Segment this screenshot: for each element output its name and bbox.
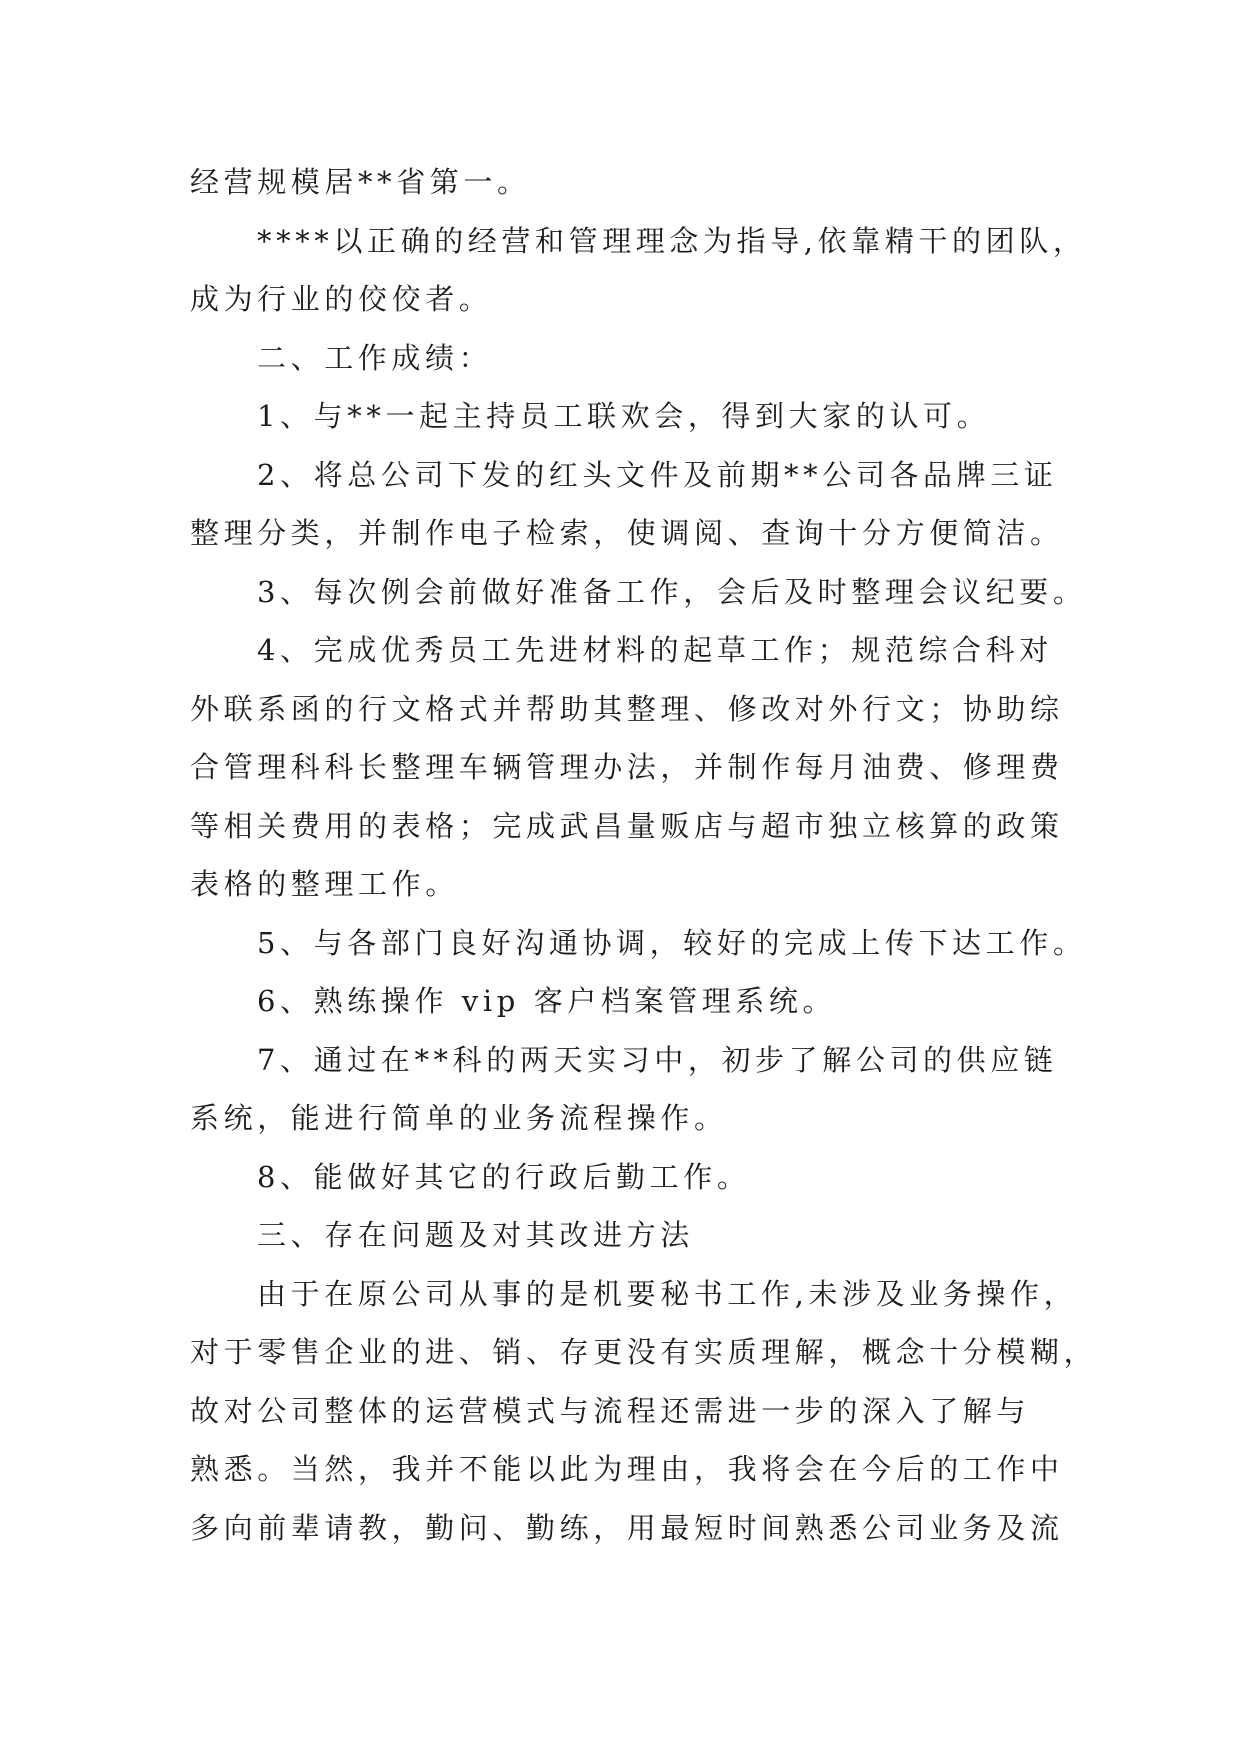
text-line: 3、每次例会前做好准备工作，会后及时整理会议纪要。: [257, 574, 1087, 609]
achievement-item-6: [190, 972, 1150, 1031]
text-line: 成为行业的佼佼者。: [190, 282, 493, 316]
text-line: 2、将总公司下发的红头文件及前期**公司各品牌三证: [257, 457, 1058, 492]
achievement-item-3: [190, 563, 1150, 622]
text-line: 8、能做好其它的行政后勤工作。: [257, 1159, 751, 1194]
text-line: 4、完成优秀员工先进材料的起草工作；规范综合科对: [257, 633, 1053, 667]
text-line: 系统，能进行简单的业务流程操作。: [190, 1101, 728, 1135]
text-line: ****以正确的经营和管理理念为指导,依靠精干的团队，: [257, 223, 1087, 258]
achievement-item-1: [190, 387, 1150, 446]
text-line: 合管理科科长整理车辆管理办法，并制作每月油费、修理费: [190, 750, 1064, 784]
document-page: [190, 153, 1150, 1557]
section-heading-achievements: [190, 329, 1150, 388]
heading-text: 二、工作成绩：: [257, 340, 493, 375]
text-line: 1、与**一起主持员工联欢会，得到大家的认可。: [257, 399, 991, 433]
intro-paragraph: [190, 212, 1150, 329]
achievement-item-8: [190, 1148, 1150, 1207]
problems-paragraph: [190, 1265, 1150, 1558]
text-line: 5、与各部门良好沟通协调，较好的完成上传下达工作。: [257, 925, 1087, 960]
heading-text: 三、存在问题及对其改进方法: [257, 1218, 694, 1252]
achievement-item-5: [190, 914, 1150, 973]
text-line: 多向前辈请教，勤问、勤练，用最短时间熟悉公司业务及流: [190, 1510, 1064, 1545]
text-line: 故对公司整体的运营模式与流程还需进一步的深入了解与: [190, 1393, 1031, 1428]
section-heading-problems: [190, 1206, 1150, 1265]
achievement-item-7: [190, 1031, 1150, 1148]
text-line: 表格的整理工作。: [190, 867, 459, 901]
achievement-item-4: [190, 621, 1150, 914]
text-line: 由于在原公司从事的是机要秘书工作,未涉及业务操作，: [257, 1276, 1078, 1311]
text-line: 熟悉。当然，我并不能以此为理由，我将会在今后的工作中: [190, 1452, 1064, 1486]
text-line: 对于零售企业的进、销、存更没有实质理解，概念十分模糊，: [190, 1335, 1098, 1369]
text-line: 6、熟练操作 vip 客户档案管理系统。: [257, 984, 837, 1018]
continued-text: [190, 153, 1150, 212]
text-line: 等相关费用的表格；完成武昌量贩店与超市独立核算的政策: [190, 808, 1064, 843]
text-line: 整理分类，并制作电子检索，使调阅、查询十分方便简洁。: [190, 516, 1064, 550]
text-line: 7、通过在**科的两天实习中，初步了解公司的供应链: [257, 1042, 1058, 1077]
text-line: 经营规模居**省第一。: [190, 165, 531, 199]
text-line: 外联系函的行文格式并帮助其整理、修改对外行文；协助综: [190, 691, 1064, 726]
achievement-item-2: [190, 446, 1150, 563]
